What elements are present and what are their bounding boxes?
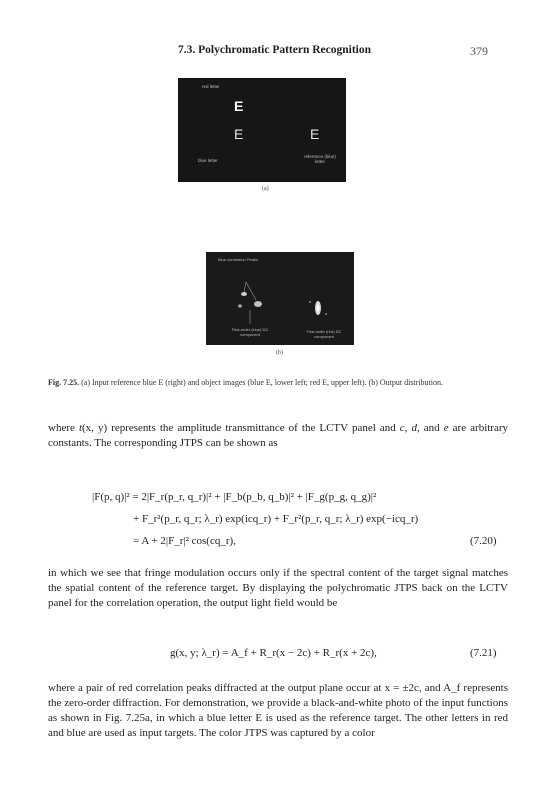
second-order-label: First-order (red) DC component <box>306 329 342 339</box>
p1-var-d: d <box>411 422 417 434</box>
paragraph-1 <box>48 421 508 451</box>
figure-reference: Fig. 7.25. <box>48 378 80 387</box>
paragraph-2: in which we see that fringe modulation occurs only if the spectral content of the target signal matches the spatial content of the reference target. By displaying the polychromatic JTPS back on the LCTV panel for the correlation operation, the output light field would be <box>48 567 508 609</box>
figure-a-photo <box>178 78 346 182</box>
p1-var-c: c <box>399 422 405 434</box>
p1-text: , and <box>416 422 444 434</box>
section-title: 7.3. Polychromatic Pattern Recognition <box>178 44 372 56</box>
p1-text: where <box>48 422 79 434</box>
red-letter-label: red letter <box>202 84 220 89</box>
first-order-label: First-order (blue) DC component <box>231 327 269 337</box>
equation-7-21-number: (7.21) <box>470 647 497 659</box>
blue-letter-e: E <box>234 126 244 142</box>
p1-var-e: e <box>443 422 449 434</box>
equation-7-20-line-1: |F(p, q)|² = 2|F_r(p_r, q_r)|² + |F_b(p_b, q_b)|² + |F_g(p_g, q_g)|² <box>92 491 377 503</box>
running-header <box>0 44 538 60</box>
p1-text: (x, y) represents the amplitude transmittance of the LCTV panel and <box>82 422 400 434</box>
figure-b-photo <box>206 252 354 345</box>
blue-letter-label: blue letter <box>198 158 218 163</box>
paragraph-3: where a pair of red correlation peaks diffracted at the output plane occur at x = ±2c, and A_f represents the zero-order diffraction. For demonstration, we provide a black-and-white photo of the input functions as shown in Fig. 7.25a, in which a blue letter E is used as the reference target. The other letters in red and blue are used as input targets. The color JTPS was captured by a color <box>48 682 508 739</box>
reference-letter-e: E <box>310 126 320 142</box>
correlation-peaks-label: Blue correlation Peaks <box>217 257 259 262</box>
figure-a-sublabel: (a) <box>262 186 269 192</box>
page-number: 379 <box>470 44 488 58</box>
p1-var-t: t <box>78 422 82 434</box>
equation-7-20-line-2: + F_r²(p_r, q_r; λ_r) exp(icq_r) + F_r²(p_r, q_r; λ_r) exp(−icq_r) <box>133 513 419 525</box>
reference-letter-label: reference (blue) letter <box>304 154 336 164</box>
caption-text: (a) Input reference blue E (right) and object images (blue E, lower left; red E, upper left). (b) Output distribution. <box>81 378 443 387</box>
equation-7-20-line-3: = A + 2|F_r|² cos(cq_r), <box>133 535 236 547</box>
equation-7-20-number: (7.20) <box>470 535 497 547</box>
p1-text: are arbitrary constants. The corresponding JTPS can be shown as <box>48 422 509 449</box>
figure-b-sublabel: (b) <box>276 350 283 356</box>
p1-text: , <box>404 422 408 434</box>
figure-caption <box>48 377 508 389</box>
equation-7-21: g(x, y; λ_r) = A_f + R_r(x − 2c) + R_r(x + 2c), <box>170 647 377 659</box>
red-letter-e: E <box>234 98 244 114</box>
